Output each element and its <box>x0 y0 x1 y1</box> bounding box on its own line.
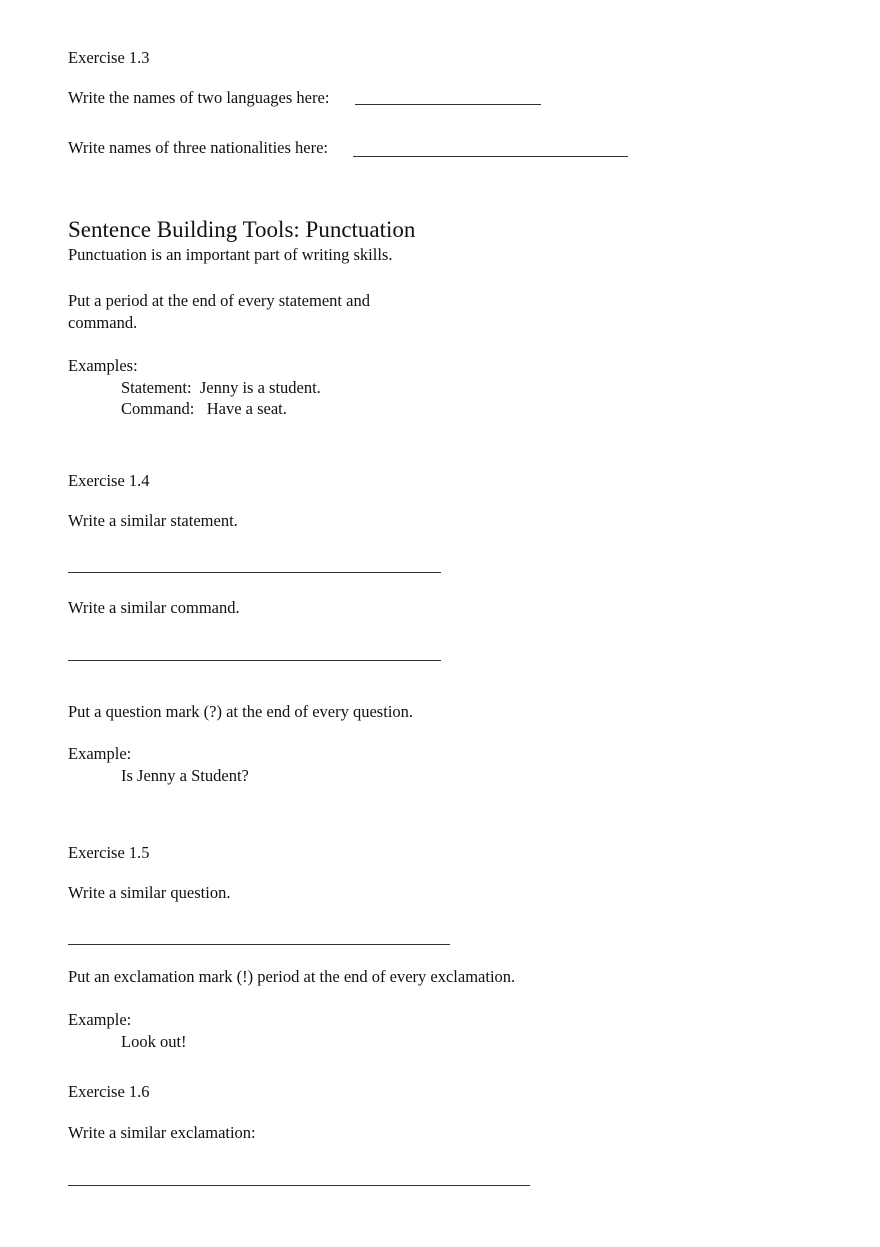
question-answer-line[interactable] <box>68 944 450 945</box>
languages-answer-line[interactable] <box>355 104 541 105</box>
question-rule: Put a question mark (?) at the end of every question. <box>68 702 414 721</box>
command-answer-line[interactable] <box>68 660 441 661</box>
period-rule-line-1: Put a period at the end of every statement and <box>68 291 370 310</box>
exercise-1-4-title: Exercise 1.4 <box>68 471 150 490</box>
question-example: Is Jenny a Student? <box>121 766 249 785</box>
exercise-1-6-title: Exercise 1.6 <box>68 1082 150 1101</box>
command-prompt: Write a similar command. <box>68 598 240 617</box>
exercise-1-3-title: Exercise 1.3 <box>68 48 150 67</box>
exclamation-example-label: Example: <box>68 1010 132 1029</box>
question-example-label: Example: <box>68 744 132 763</box>
section-heading: Sentence Building Tools: Punctuation <box>68 217 416 242</box>
statement-answer-line[interactable] <box>68 572 441 573</box>
nationalities-answer-line[interactable] <box>353 156 628 157</box>
examples-label: Examples: <box>68 356 138 375</box>
example-statement: Statement: Jenny is a student. <box>121 378 321 397</box>
exclamation-prompt: Write a similar exclamation: <box>68 1123 256 1142</box>
intro-text: Punctuation is an important part of writing skills. <box>68 245 393 264</box>
period-rule-line-2: command. <box>68 313 138 332</box>
exclamation-answer-line[interactable] <box>68 1185 530 1186</box>
languages-prompt: Write the names of two languages here: <box>68 88 330 107</box>
nationalities-prompt: Write names of three nationalities here: <box>68 138 329 157</box>
exclamation-example: Look out! <box>121 1032 187 1051</box>
statement-prompt: Write a similar statement. <box>68 511 238 530</box>
example-command: Command: Have a seat. <box>121 399 287 418</box>
question-prompt: Write a similar question. <box>68 883 231 902</box>
exercise-1-5-title: Exercise 1.5 <box>68 843 150 862</box>
exclamation-rule: Put an exclamation mark (!) period at the end of every exclamation. <box>68 967 516 986</box>
